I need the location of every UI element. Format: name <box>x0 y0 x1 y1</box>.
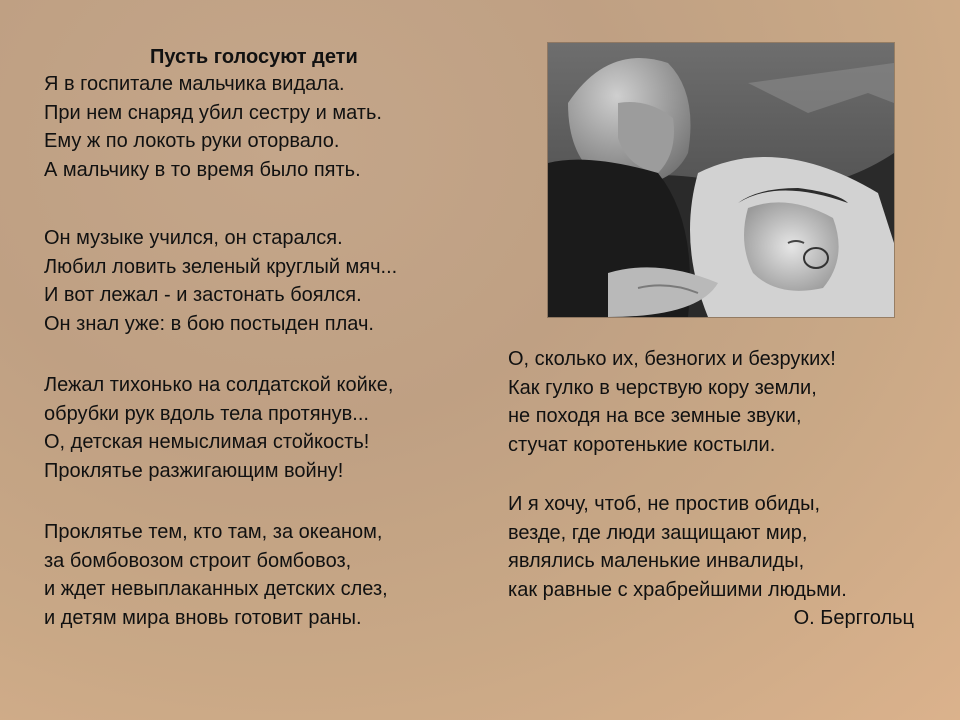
poem-line: Как гулко в черствую кору земли, <box>508 376 817 399</box>
poem-line: везде, где люди защищают мир, <box>508 521 808 544</box>
stanza-4 <box>44 518 388 632</box>
poem-line: стучат коротенькие костыли. <box>508 433 776 456</box>
stanza-3 <box>44 371 393 485</box>
poem-line: И я хочу, чтоб, не простив обиды, <box>508 493 821 515</box>
poem-line: Я в госпитале мальчика видала. <box>44 73 345 95</box>
wartime-photo <box>548 43 894 317</box>
poem-line: О, сколько их, безногих и безруких! <box>508 348 836 370</box>
poem-line: не походя на все земные звуки, <box>508 405 802 427</box>
poem-line: являлись маленькие инвалиды, <box>508 550 805 572</box>
poem-line: Проклятье тем, кто там, за океаном, <box>44 521 383 543</box>
poem-title: Пусть голосуют дети <box>150 46 358 68</box>
stanza-5 <box>508 345 836 459</box>
poem-line: Любил ловить зеленый круглый мяч... <box>44 255 398 278</box>
poem-line: Проклятье разжигающим войну! <box>44 459 344 482</box>
poem-line: И вот лежал - и застонать боялся. <box>44 284 362 306</box>
stanza-6 <box>508 490 847 604</box>
author-signature: О. Берггольц <box>793 607 914 629</box>
poem-line: и ждет невыплаканных детских слез, <box>44 578 388 600</box>
poem-line: за бомбовозом строит бомбовоз, <box>44 549 352 572</box>
poem-line: А мальчику в то время было пять. <box>44 158 361 181</box>
poem-line: Он музыке учился, он старался. <box>44 227 343 249</box>
poem-line: Ему ж по локоть руки оторвало. <box>44 130 340 152</box>
photo-illustration <box>548 43 894 317</box>
stanza-2 <box>44 224 397 338</box>
stanza-1 <box>44 70 382 184</box>
poem-line: как равные с храбрейшими людьми. <box>508 578 847 601</box>
poem-line: Лежал тихонько на солдатской койке, <box>44 374 394 396</box>
poem-line: Он знал уже: в бою постыден плач. <box>44 312 374 335</box>
poem-line: обрубки рук вдоль тела протянув... <box>44 402 369 425</box>
poem-line: и детям мира вновь готовит раны. <box>44 606 362 629</box>
poem-line: О, детская немыслимая стойкость! <box>44 431 370 453</box>
poem-line: При нем снаряд убил сестру и мать. <box>44 101 382 124</box>
